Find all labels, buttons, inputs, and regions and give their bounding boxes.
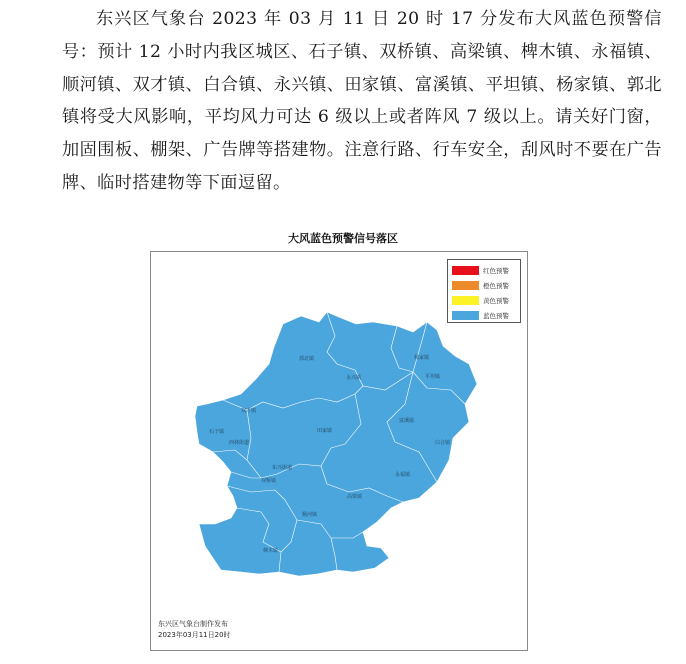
town-label: 高梁镇 — [347, 494, 363, 500]
warning-map — [150, 251, 528, 651]
town-label: 杨家镇 — [414, 355, 430, 361]
town-label: 郭北镇 — [299, 356, 315, 362]
town-label: 石子镇 — [209, 429, 225, 435]
legend-swatch-orange — [452, 281, 479, 290]
town-label: 永福镇 — [395, 472, 411, 478]
legend-swatch-yellow — [452, 296, 479, 305]
legend-item — [452, 278, 516, 293]
legend-item — [452, 263, 516, 278]
warning-paragraph: 东兴区气象台 2023 年 03 月 11 日 20 时 17 分发布大风蓝色预警信号：预计 12 小时内我区城区、石子镇、双桥镇、高梁镇、椑木镇、永福镇、顺河镇、双才镇、白合镇、永兴镇、田家镇、富溪镇、平坦镇、杨家镇、郭北镇将受大风影响，平均风力可达 6 级以上或者阵风 7 级以上。请关好门窗，加固围板、棚架、广告牌等搭建物。注意行路、行车安全，刮风时不要在广告牌、临时搭建物等下面逗留。 — [62, 9, 662, 193]
town-label: 白合镇 — [435, 440, 451, 446]
town-label: 富溪镇 — [399, 418, 415, 424]
legend-label: 蓝色预警 — [483, 312, 509, 320]
town-label: 椑木镇 — [263, 548, 279, 554]
legend-swatch-red — [452, 266, 479, 275]
town-label: 平坦镇 — [425, 374, 441, 380]
legend-label: 橙色预警 — [483, 282, 509, 290]
town-label: 永兴镇 — [346, 375, 362, 381]
warning-notice — [62, 3, 662, 200]
town-label: 东兴街道 — [272, 465, 293, 471]
town-label: 西林街道 — [229, 440, 250, 446]
town-label: 顺河镇 — [302, 512, 318, 518]
legend-item — [452, 293, 516, 308]
map-title: 大风蓝色预警信号落区 — [288, 232, 398, 245]
footer-org: 东兴区气象台制作发布 — [158, 620, 228, 628]
legend-swatch-blue — [452, 311, 479, 320]
legend-label: 红色预警 — [483, 267, 509, 275]
legend-item — [452, 308, 516, 323]
town-label: 双才镇 — [241, 408, 257, 414]
map-legend — [447, 259, 521, 323]
legend-label: 黄色预警 — [483, 297, 509, 305]
town-label: 双桥镇 — [261, 478, 277, 484]
map-footer — [158, 619, 231, 641]
footer-time: 2023年03月11日20时 — [158, 631, 231, 639]
town-label: 田家镇 — [317, 428, 333, 434]
